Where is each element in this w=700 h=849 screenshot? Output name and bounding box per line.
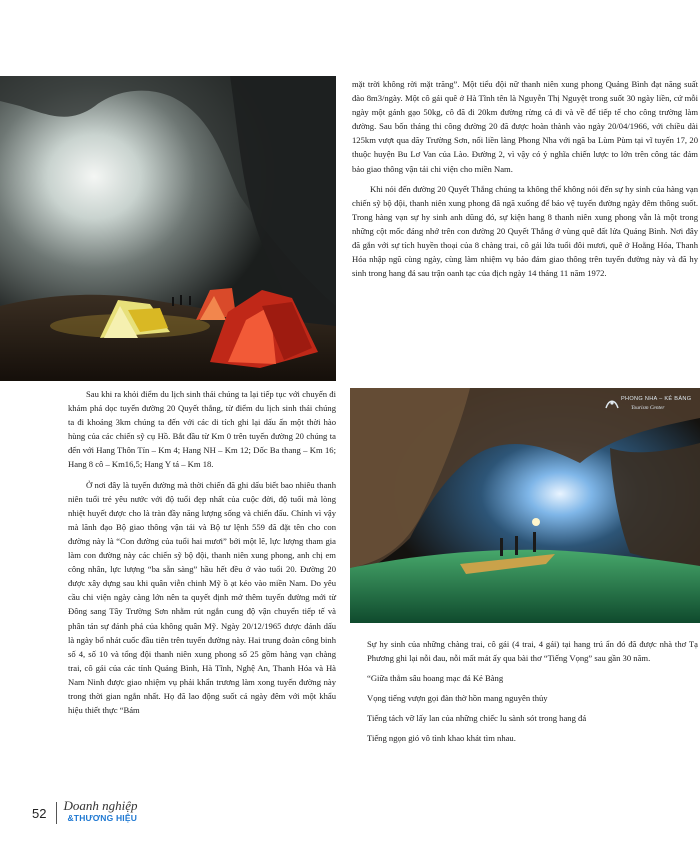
cave-camp-illustration	[0, 76, 336, 381]
right-column-bottom	[367, 637, 698, 752]
watermark-line1: PHONG NHA – KẺ BÀNG	[621, 396, 692, 402]
watermark-logo-icon	[605, 397, 619, 411]
cave-boat-illustration	[350, 388, 700, 623]
paragraph: Ở nơi đây là tuyến đường mà thời chiến đã ghi dấu biết bao nhiêu thanh niên tuổi trẻ yêu nước với độ tuổi đẹp nhất của cuộc đời, độ tuổi mà lòng nhiệt huyết được cho là tràn đầy năng lượng sống và chiến đấu. Chính vì vậy mà lãnh đạo Bộ giao thông vận tải và Bộ tư lệnh 559 đã đặt tên cho con đường này là “Con đường của tuổi hai mươi” bởi một lẽ, lực lượng tham gia làm con đường này các chiến sỹ bộ đội, thanh niên xung phong, anh chị em công nhân, lực lượng “ba sẵn sàng” hầu hết đều ở vào tuổi 20. Đường 20 được xây dựng sau khi quân viễn chinh Mỹ ồ ạt kéo vào miền Nam. Do yêu cầu chi viện ngày càng lớn nên ta quyết định mở thêm tuyến đường mới từ Đông sang Tây Trường Sơn nhằm rút ngắn cung độ vận chuyển tiếp tế và phân tán sự đánh phá của không quân Mỹ. Ngày 20/12/1965 được đánh dấu là ngày bổ nhát cuốc đầu tiên trên tuyến đường này. Hai trung đoàn công binh số 4, số 10 và tổng đội thanh niên xung phong số 25 gồm hàng vạn chàng trai, cô gái của các tỉnh Quảng Bình, Hà Tĩnh, Nghệ An, Thanh Hóa và Hà Nam Ninh được giao nhiệm vụ phải khẩn trương làm xong tuyến đường này trong thời gian ngắn nhất. Họ đã lao động suốt cả ngày đêm với một khẩu hiệu thiết thực “Bám	[68, 479, 336, 716]
poem-line: “Giữa thẳm sâu hoang mạc đá Kẻ Bàng	[367, 673, 504, 684]
watermark-line2: Tourism Center	[631, 405, 665, 411]
magazine-logo-line2: &THƯƠNG HIỆU	[67, 813, 138, 823]
paragraph: mặt trời không rời mặt trăng”. Một tiểu đội nữ thanh niên xung phong Quảng Bình đạt năng suất đào 8m3/ngày. Một cô gái quê ở Hà Tĩnh tên là Nguyễn Thị Nguyệt trong suốt 30 ngày liền, cứ mỗi ngày một gánh gạo 50kg, cô đã đi 20km đường rừng cả đi và về để tiếp tế cho công trường làm đường. Sau bốn tháng thi công đường 20 đã được hoàn thành vào ngày 20/04/1966, với chiều dài 125km vượt qua dãy Trường Sơn, nối liền làng Phong Nha với ngã ba Lùm Pùm tại vĩ tuyến 17, 20 thuộc huyện Bu Lơ Van của Lào. Đường 2, vì vậy có ý nghĩa chiến lược to lớn trên công tác đảm bảo giao thông vận tải chi viện cho miền Nam.	[352, 79, 698, 174]
cave-camp-photo	[0, 76, 336, 381]
magazine-logo-line1: Doanh nghiệp	[63, 798, 138, 813]
photo-watermark	[603, 394, 695, 416]
poem	[367, 671, 698, 745]
paragraph: Sau khi ra khỏi điểm du lịch sinh thái chúng ta lại tiếp tục với chuyến đi khám phá dọc tuyến đường 20 Quyết thắng, từ điểm du lịch sinh thái chúng ta đi khoảng 3km chúng ta đến với các di tích ghi lại dấu ấn một thời hào hùng của các chiến sỹ cụ Hồ. Bắt đầu từ Km 0 trên tuyến đường 20 chúng ta đến với Hang Thôn Tín – Km 4; Hang NH – Km 12; Dốc Ba thang – Km 16; Hang 8 cô – Km16,5; Hang Y tá – Km 18.	[68, 389, 336, 470]
poem-line: Tiếng ngọn gió vô tình khao khát tìm nhau.	[367, 733, 516, 744]
magazine-logo	[63, 800, 153, 826]
page-footer	[32, 800, 153, 826]
page-number: 52	[32, 805, 47, 821]
right-column-top	[352, 77, 698, 286]
cave-boat-photo	[350, 388, 700, 623]
poem-line: Tiếng tách vỡ lấy lan của những chiếc lu sành sót trong hang đá	[367, 713, 587, 724]
paragraph: Khi nói đến đường 20 Quyết Thắng chúng ta không thể không nói đến sự hy sinh của hàng vạn chiến sỹ bộ đội, thanh niên xung phong đã ngã xuống để bảo vệ tuyến đường ngày đêm thông suốt. Trong hàng vạn sự hy sinh anh dũng đó, sự kiện hang 8 thanh niên xung phong vẫn là một trong những cột mốc đáng nhớ trên con đường 20 Quyết Thắng ở vùng quê đất lửa Quảng Bình. Nơi đây đã gắn với sự tích huyền thoại của 8 chàng trai, cô gái lứa tuổi đôi mươi, quê ở Hoằng Hóa, Thanh Hóa nhập ngũ cùng ngày, cùng làm nhiệm vụ bảo đảm giao thông trên tuyến đường này và đã hy sinh trong hang đá sau trận oanh tạc của địch ngày 14 tháng 11 năm 1972.	[352, 183, 698, 279]
left-column-body	[68, 387, 336, 723]
poem-line: Vọng tiếng vượn gọi đàn thờ hồn mang nguyên thủy	[367, 693, 548, 704]
footer-divider	[56, 802, 57, 824]
paragraph: Sự hy sinh của những chàng trai, cô gái (4 trai, 4 gái) tại hang trú ẩn đó đã được nhà thơ Tạ Phương ghi lại nỗi đau, nỗi mất mát ấy qua bài thơ “Tiếng Vọng” sau gần 30 năm.	[367, 639, 698, 664]
